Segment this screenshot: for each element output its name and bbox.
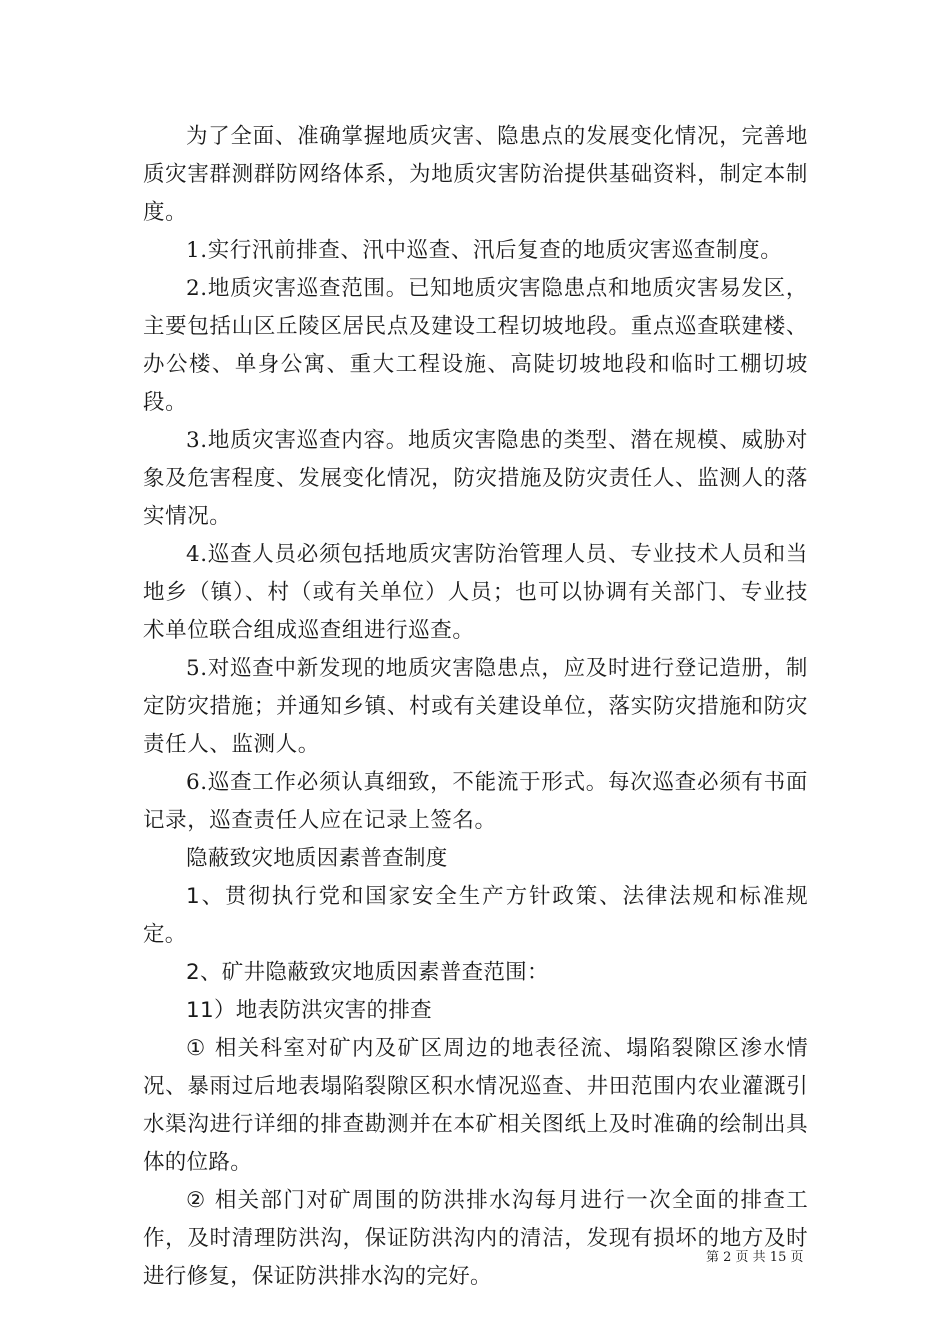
rule-paragraph-3: 3.地质灾害巡查内容。地质灾害隐患的类型、潜在规模、威胁对象及危害程度、发展变化情况，防灾措施及防灾责任人、监测人的落实情况。	[143, 428, 808, 529]
page-number-footer: 第 2 页 共 15 页	[706, 1250, 804, 1265]
document-body	[143, 118, 808, 1296]
rule-paragraph-2: 2.地质灾害巡查范围。已知地质灾害隐患点和地质灾害易发区，主要包括山区丘陵区居民点及建设工程切坡地段。重点巡查联建楼、办公楼、单身公寓、重大工程设施、高陡切坡地段和临时工棚切坡段。	[143, 276, 808, 415]
rule-paragraph-4: 4.巡查人员必须包括地质灾害防治管理人员、专业技术人员和当地乡（镇）、村（或有关单位）人员；也可以协调有关部门、专业技术单位联合组成巡查组进行巡查。	[143, 542, 808, 643]
section-item-1: 1、贯彻执行党和国家安全生产方针政策、法律法规和标准规定。	[143, 884, 808, 947]
subsection-item-1: ① 相关科室对矿内及矿区周边的地表径流、塌陷裂隙区渗水情况、暴雨过后地表塌陷裂隙区积水情况巡查、井田范围内农业灌溉引水渠沟进行详细的排查勘测并在本矿相关图纸上及时准确的绘制出具体的位路。	[143, 1036, 808, 1175]
section-item-2: 2、矿井隐蔽致灾地质因素普查范围：	[186, 960, 549, 985]
rule-paragraph-6: 6.巡查工作必须认真细致，不能流于形式。每次巡查必须有书面记录，巡查责任人应在记录上签名。	[143, 770, 808, 833]
rule-paragraph-1: 1.实行汛前排查、汛中巡查、汛后复查的地质灾害巡查制度。	[186, 238, 783, 263]
subsection-item-2: ② 相关部门对矿周围的防洪排水沟每月进行一次全面的排查工作，及时清理防洪沟，保证防洪沟内的清洁，发现有损坏的地方及时进行修复，保证防洪排水沟的完好。	[143, 1188, 808, 1289]
section-heading: 隐蔽致灾地质因素普查制度	[186, 846, 448, 871]
rule-paragraph-5: 5.对巡查中新发现的地质灾害隐患点，应及时进行登记造册，制定防灾措施；并通知乡镇、村或有关建设单位，落实防灾措施和防灾责任人、监测人。	[143, 656, 808, 757]
subsection-heading: 11）地表防洪灾害的排查	[186, 998, 432, 1023]
intro-paragraph: 为了全面、准确掌握地质灾害、隐患点的发展变化情况，完善地质灾害群测群防网络体系，为地质灾害防治提供基础资料，制定本制度。	[143, 124, 808, 225]
